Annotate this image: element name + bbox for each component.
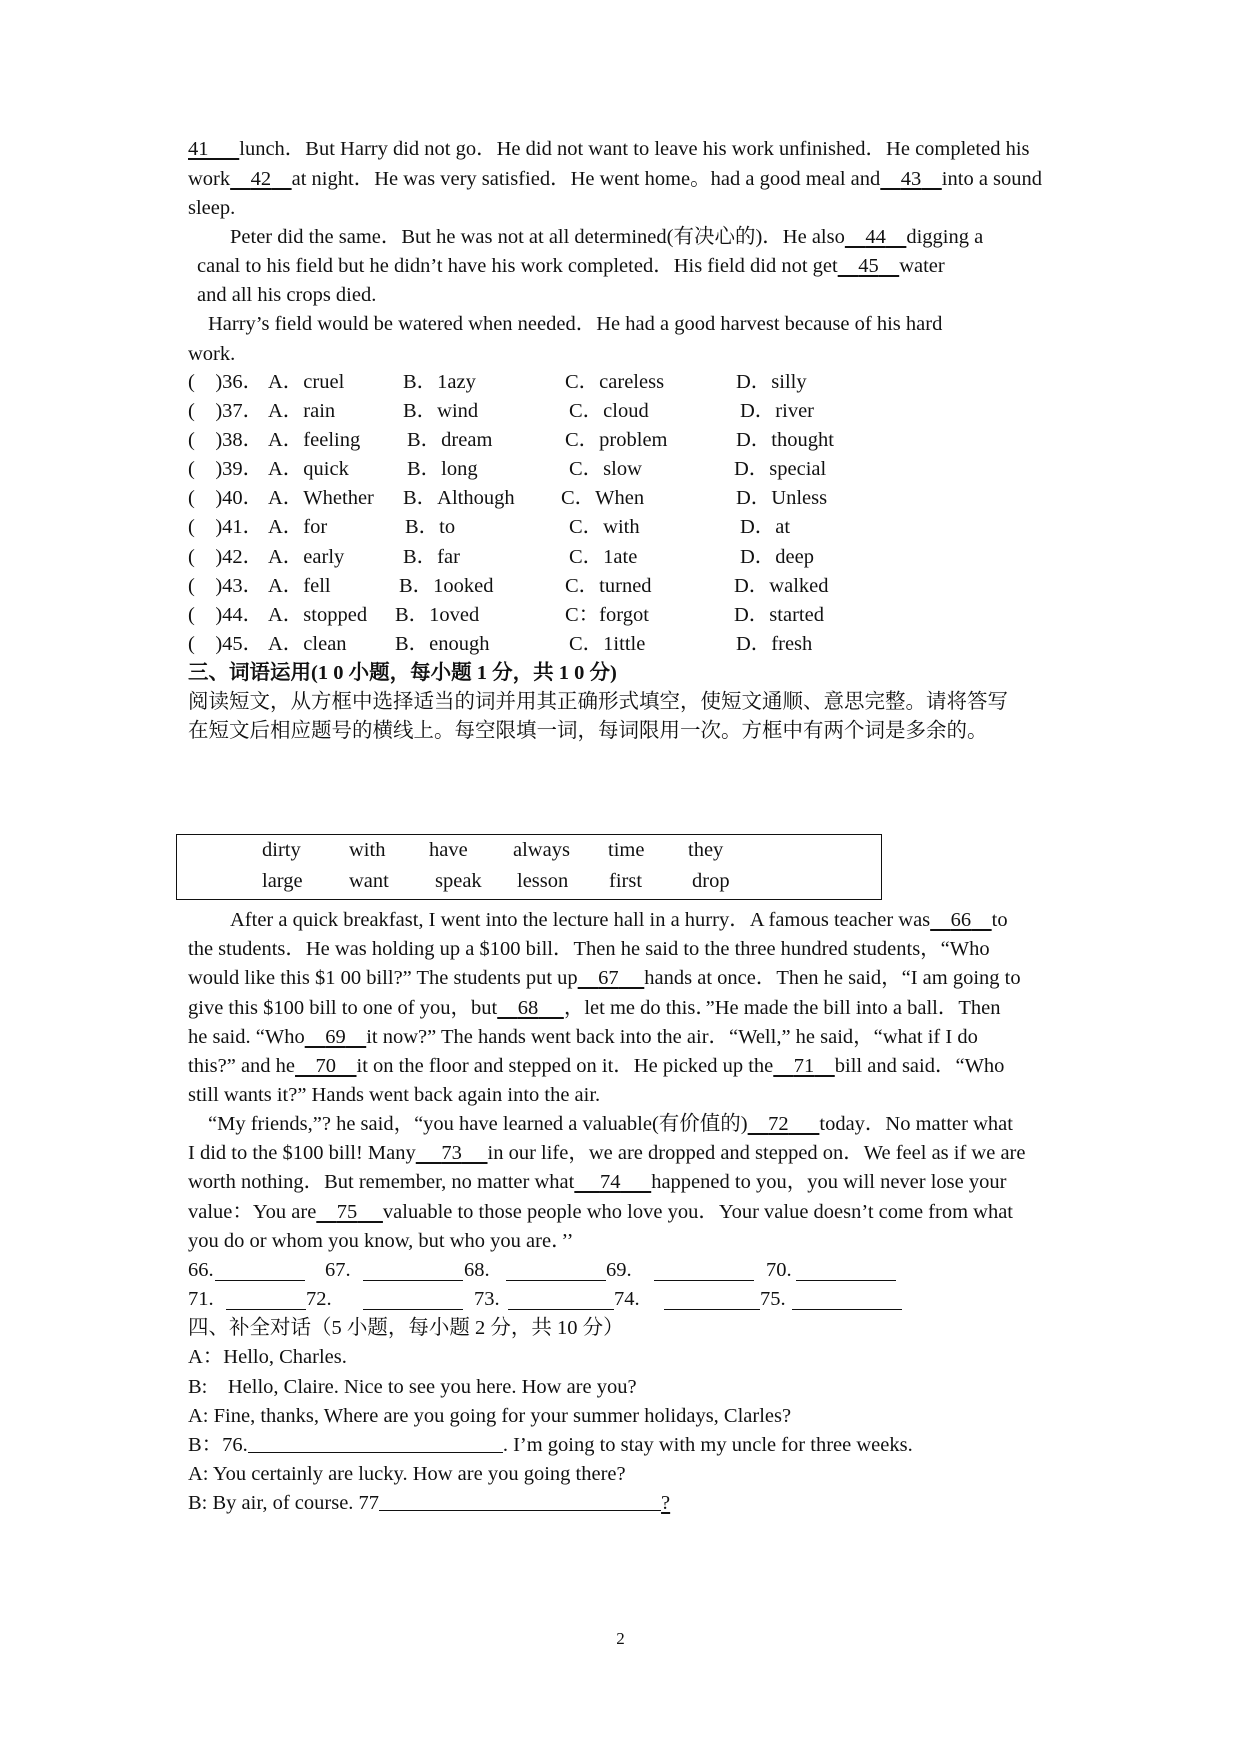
answer-blank[interactable] [248, 1432, 503, 1453]
dialogue-line: A: You certainly are lucky. How are you going there? [188, 1463, 626, 1485]
answer-blank[interactable] [363, 1260, 463, 1281]
answer-row: 66. 67. 68. 69. 70. [188, 1254, 1088, 1286]
passage-line: give this $100 bill to one of you，but 68 ，let me do this．”He made the bill into a ball．Then [188, 997, 1001, 1019]
passage-line: sleep. [188, 197, 236, 219]
answer-row: 71. 72. 73. 74. 75. [188, 1283, 1088, 1315]
option-row: ( )43． A．fell B．1ooked C．turned D．walked [188, 575, 829, 597]
box-word: first [609, 870, 643, 892]
box-word: they [688, 839, 724, 861]
section-instruction: 阅读短文，从方框中选择适当的词并用其正确形式填空，使短文通顺、意思完整。请将答写 [188, 691, 1008, 713]
option-row: ( )41． A．for B．to C．with D．at [188, 516, 791, 538]
section-heading: 三、词语运用(1 0 小题，每小题 1 分，共 1 0 分) [188, 662, 617, 684]
passage-line: Peter did the same．But he was not at all determined(有决心的)．He also 44 digging a [230, 226, 984, 248]
passage-line: this?” and he 70 it on the floor and stepped on it．He picked up the 71 bill and said．“Who [188, 1055, 1005, 1077]
option-row: ( )37． A．rain B．wind C．cloud D．river [188, 400, 815, 422]
answer-blank[interactable] [792, 1289, 902, 1310]
passage-line: work. [188, 343, 236, 365]
answer-blank[interactable] [508, 1289, 614, 1310]
passage-line: value：You are 75 valuable to those people who love you．Your value doesn’t come from what [188, 1201, 1013, 1223]
passage-line: work 42 at night．He was very satisfied．He went home。had a good meal and 43 into a sound [188, 168, 1043, 190]
passage-line: and all his crops died. [197, 284, 377, 306]
option-row: ( )42． A．early B．far C．1ate D．deep [188, 546, 815, 568]
answer-blank[interactable] [664, 1289, 760, 1310]
answer-blank[interactable] [215, 1260, 305, 1281]
word-box [176, 834, 882, 900]
option-row: ( )44． A．stopped B．1oved C：forgot D．started [188, 604, 824, 626]
box-word: want [349, 870, 389, 892]
answer-blank[interactable] [226, 1289, 306, 1310]
passage-line: you do or whom you know, but who you are．’’ [188, 1230, 574, 1252]
option-row: ( )45． A．clean B．enough C．1ittle D．fresh [188, 633, 813, 655]
dialogue-line: B: Hello, Claire. Nice to see you here. How are you? [188, 1376, 637, 1398]
page-number: 2 [616, 1629, 625, 1648]
dialogue-line: B：76. . I’m going to stay with my uncle for three weeks. [188, 1434, 913, 1456]
passage-line: worth nothing．But remember, no matter what 74 happened to you，you will never lose your [188, 1171, 1007, 1193]
box-word: large [262, 870, 303, 892]
passage-line: the students．He was holding up a $100 bill．Then he said to the three hundred students，“Who [188, 938, 990, 960]
box-word: dirty [262, 839, 301, 861]
passage-line: canal to his field but he didn’t have his work completed．His field did not get 45 water [197, 255, 945, 277]
box-word: have [429, 839, 468, 861]
answer-blank[interactable] [654, 1260, 754, 1281]
answer-blank[interactable] [796, 1260, 896, 1281]
passage-line: After a quick breakfast, I went into the lecture hall in a hurry．A famous teacher was 66 to [230, 909, 1008, 931]
answer-blank[interactable] [506, 1260, 606, 1281]
answer-blank[interactable] [379, 1490, 661, 1511]
option-row: ( )36． A．cruel B．1azy C．careless D．silly [188, 371, 807, 393]
box-word: drop [692, 870, 730, 892]
box-word: time [608, 839, 645, 861]
box-word: lesson [517, 870, 569, 892]
passage-line: he said. “Who 69 it now?” The hands went back into the air．“Well,” he said，“what if I do [188, 1026, 978, 1048]
answer-blank[interactable] [363, 1289, 463, 1310]
box-word: speak [435, 870, 482, 892]
option-row: ( )40． A．Whether B．Although C．When D．Unless [188, 487, 828, 509]
passage-line: Harry’s field would be watered when needed．He had a good harvest because of his hard [208, 313, 943, 335]
box-word: with [349, 839, 386, 861]
passage-line: still wants it?” Hands went back again into the air. [188, 1084, 601, 1106]
dialogue-line: A: Fine, thanks, Where are you going for your summer holidays, Clarles? [188, 1405, 792, 1427]
box-word: always [513, 839, 570, 861]
dialogue-line: B: By air, of course. 77 ? [188, 1492, 671, 1514]
option-row: ( )39． A．quick B．long C．slow D．special [188, 458, 827, 480]
passage-line: would like this $1 00 bill?” The students put up 67 hands at once．Then he said，“I am going to [188, 967, 1021, 989]
section-heading: 四、补全对话（5 小题，每小题 2 分，共 10 分） [188, 1317, 624, 1339]
passage-line: I did to the $100 bill! Many 73 in our life，we are dropped and stepped on．We feel as if we are [188, 1142, 1026, 1164]
passage-line: “My friends,”? he said，“you have learned a valuable(有价值的) 72 today．No matter what [208, 1113, 1013, 1135]
section-instruction: 在短文后相应题号的横线上。每空限填一词，每词限用一次。方框中有两个词是多余的。 [188, 720, 988, 742]
option-row: ( )38． A．feeling B．dream C．problem D．thought [188, 429, 834, 451]
dialogue-line: A：Hello, Charles. [188, 1346, 347, 1368]
passage-line: 41 lunch．But Harry did not go．He did not want to leave his work unfinished．He completed his [188, 138, 1030, 160]
